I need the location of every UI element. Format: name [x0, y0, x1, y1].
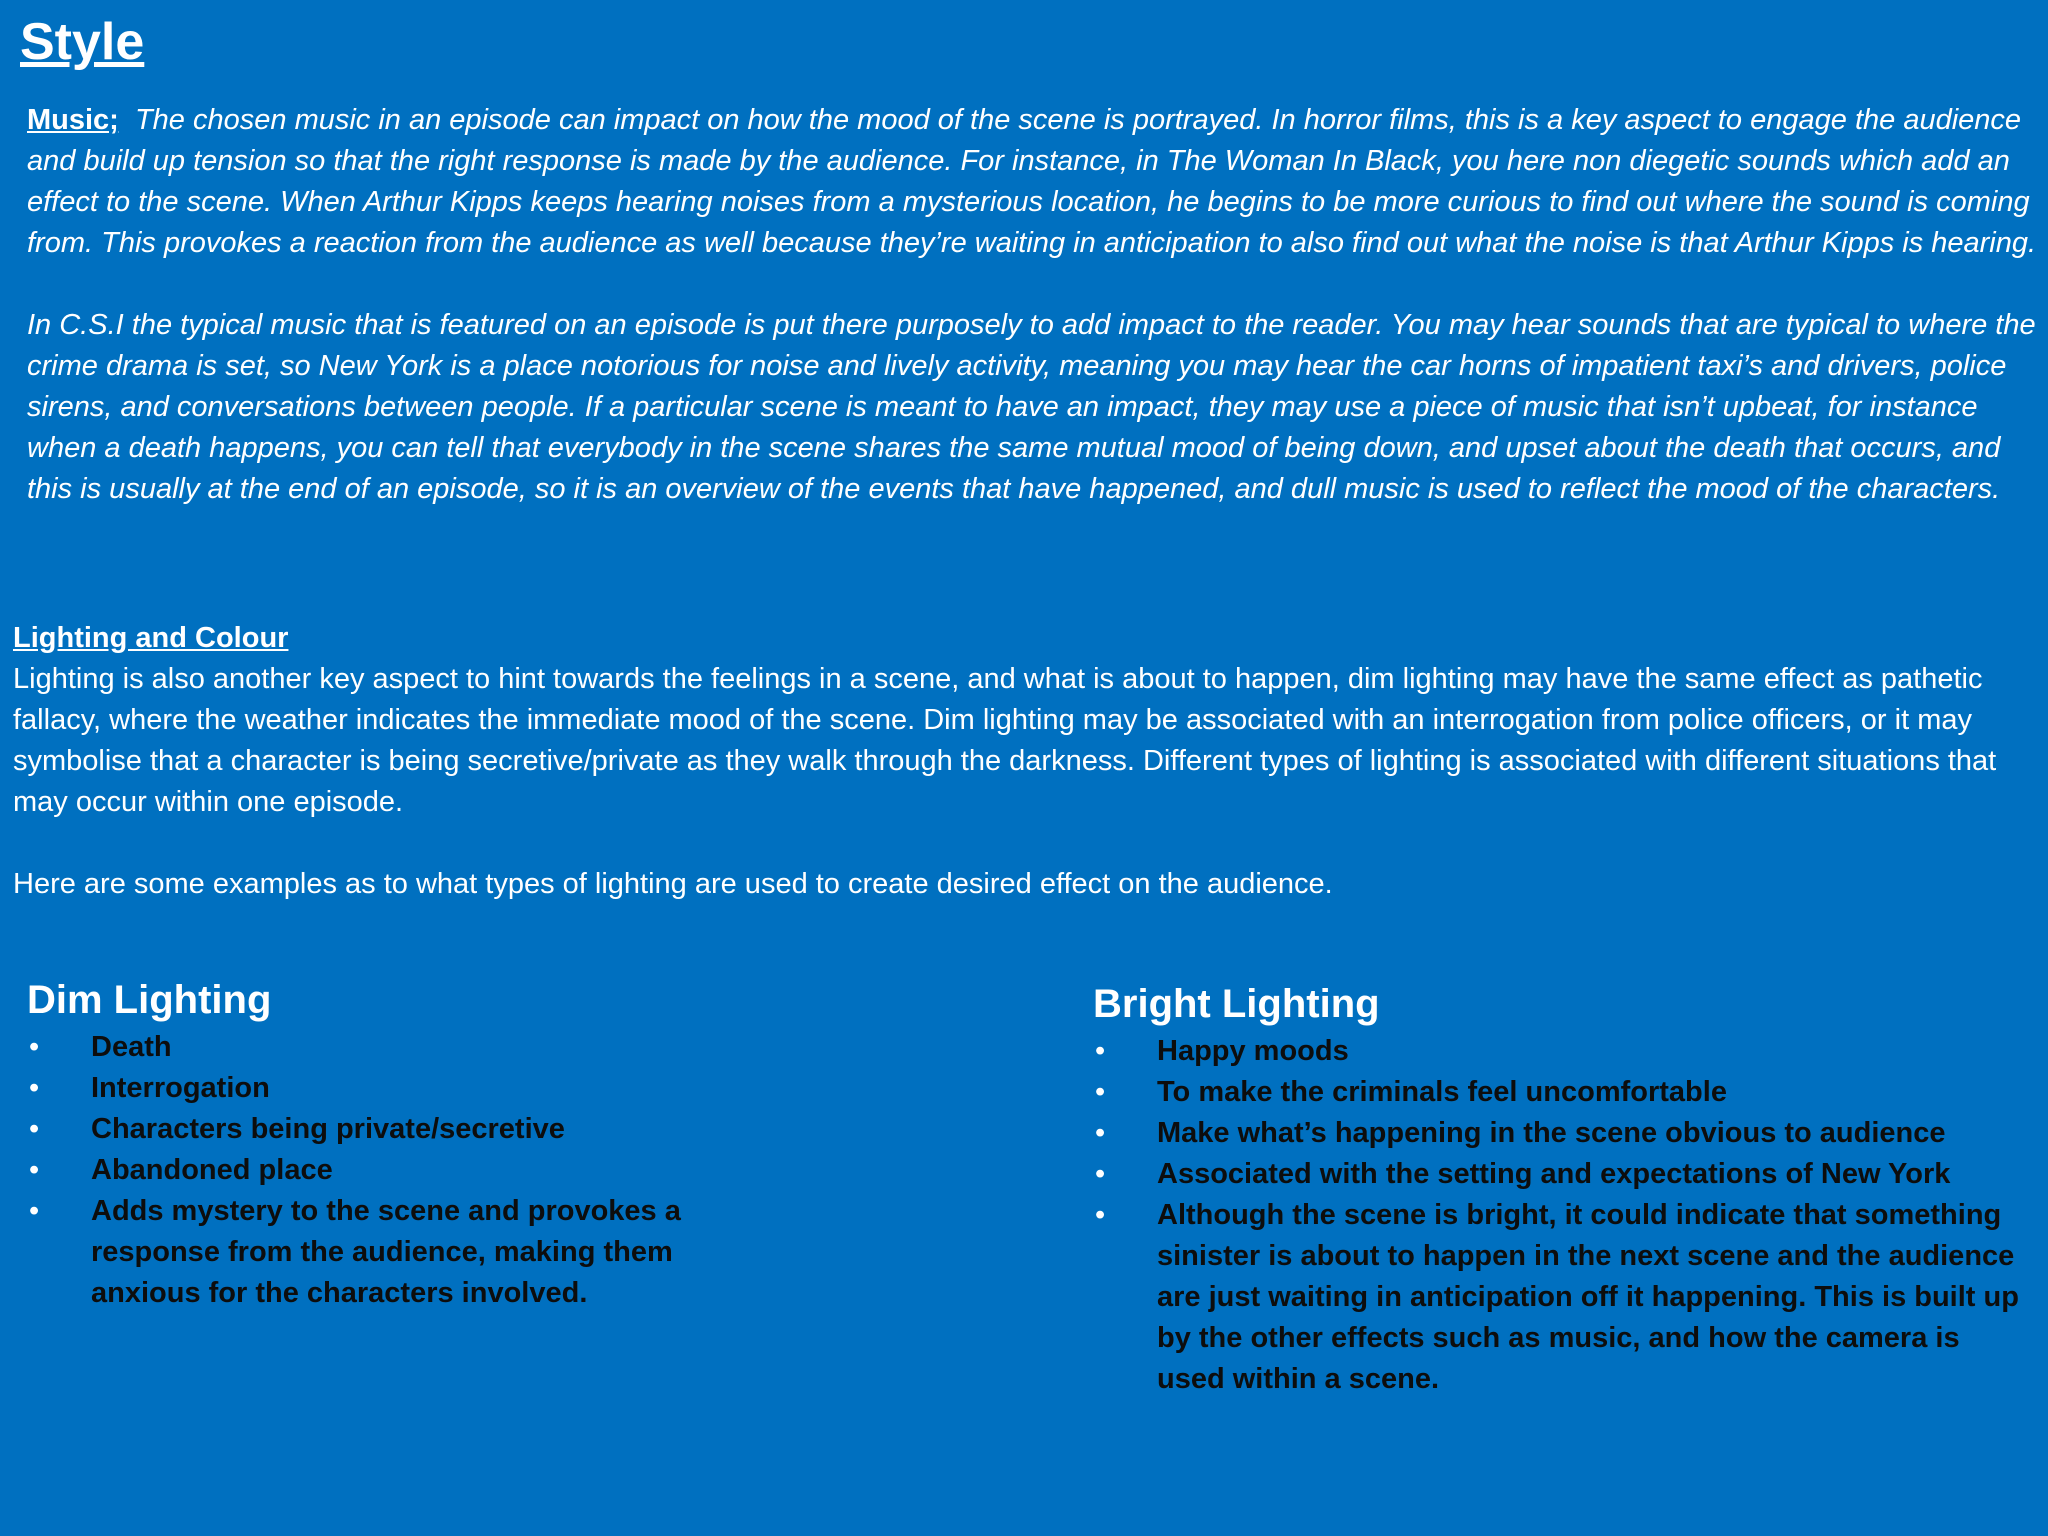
bullet-icon: • — [1095, 1076, 1106, 1108]
list-item — [27, 1068, 747, 1109]
music-label: Music; — [27, 104, 119, 136]
list-item — [1093, 1113, 2023, 1154]
list-item — [1093, 1195, 2023, 1400]
lighting-section — [13, 618, 2038, 905]
slide-title: Style — [20, 13, 145, 71]
list-item — [27, 1150, 747, 1191]
lighting-paragraph-2: Here are some examples as to what types of lighting are used to create desired effect on the audience. — [13, 868, 1333, 900]
list-item-text: Associated with the setting and expectations of New York — [1157, 1158, 1951, 1190]
list-item — [27, 1191, 747, 1314]
lighting-paragraph-1: Lighting is also another key aspect to hint towards the feelings in a scene, and what is about to happen, dim lighting may have the same effect as pathetic fallacy, where the weather indicates the immediate mood of the scene. Dim lighting may be associated with an interrogation from police officers, or it may symbolise that a character is being secretive/private as they walk through the darkness. Different types of lighting is associated with different situations that may occur within one episode. — [13, 663, 1997, 818]
list-item — [27, 1027, 747, 1068]
bullet-icon: • — [1095, 1035, 1106, 1067]
dim-lighting-heading: Dim Lighting — [27, 978, 272, 1022]
dim-lighting-column — [27, 975, 747, 1314]
bright-lighting-list — [1093, 1031, 2023, 1400]
music-paragraph-2: In C.S.I the typical music that is featured on an episode is put there purposely to add impact to the reader. You may hear sounds that are typical to where the crime drama is set, so New York is a place notorious for noise and lively activity, meaning you may hear the car horns of impatient taxi’s and drivers, police sirens, and conversations between people. If a particular scene is meant to have an impact, they may use a piece of music that isn’t upbeat, for instance when a death happens, you can tell that everybody in the scene shares the same mutual mood of being down, and upset about the death that occurs, and this is usually at the end of an episode, so it is an overview of the events that have happened, and dull music is used to reflect the mood of the characters. — [27, 309, 2036, 505]
list-item-text: Happy moods — [1157, 1035, 1349, 1067]
bullet-icon: • — [29, 1113, 40, 1145]
list-item-text: Adds mystery to the scene and provokes a response from the audience, making them anxious for the characters involved. — [91, 1195, 681, 1309]
list-item-text: Characters being private/secretive — [91, 1113, 565, 1145]
bright-lighting-heading: Bright Lighting — [1093, 982, 1380, 1026]
list-item-text: To make the criminals feel uncomfortable — [1157, 1076, 1727, 1108]
bright-lighting-column — [1093, 979, 2023, 1400]
list-item — [1093, 1154, 2023, 1195]
bullet-icon: • — [29, 1031, 40, 1063]
music-text-1: The chosen music in an episode can impact on how the mood of the scene is portrayed. In horror films, this is a key aspect to engage the audience and build up tension so that the right response is made by the audience. For instance, in The Woman In Black, you here non diegetic sounds which add an effect to the scene. When Arthur Kipps keeps hearing noises from a mysterious location, he begins to be more curious to find out where the sound is coming from. This provokes a reaction from the audience as well because they’re waiting in anticipation to also find out what the noise is that Arthur Kipps is hearing. — [27, 104, 2037, 259]
list-item — [27, 1109, 747, 1150]
lighting-label: Lighting and Colour — [13, 622, 289, 654]
list-item-text: Make what’s happening in the scene obvious to audience — [1157, 1117, 1946, 1149]
music-section — [27, 100, 2037, 510]
bullet-icon: • — [29, 1154, 40, 1186]
bullet-icon: • — [1095, 1158, 1106, 1190]
bullet-icon: • — [1095, 1117, 1106, 1149]
list-item-text: Interrogation — [91, 1072, 270, 1104]
dim-lighting-list — [27, 1027, 747, 1314]
music-paragraph-1 — [27, 100, 2037, 264]
list-item — [1093, 1031, 2023, 1072]
bullet-icon: • — [29, 1072, 40, 1104]
list-item-text: Abandoned place — [91, 1154, 333, 1186]
bullet-icon: • — [29, 1195, 40, 1227]
list-item-text: Death — [91, 1031, 172, 1063]
bullet-icon: • — [1095, 1199, 1106, 1231]
list-item — [1093, 1072, 2023, 1113]
list-item-text: Although the scene is bright, it could indicate that something sinister is about to happen in the next scene and the audience are just waiting in anticipation off it happening. This is built up by the other effects such as music, and how the camera is used within a scene. — [1157, 1199, 2019, 1395]
